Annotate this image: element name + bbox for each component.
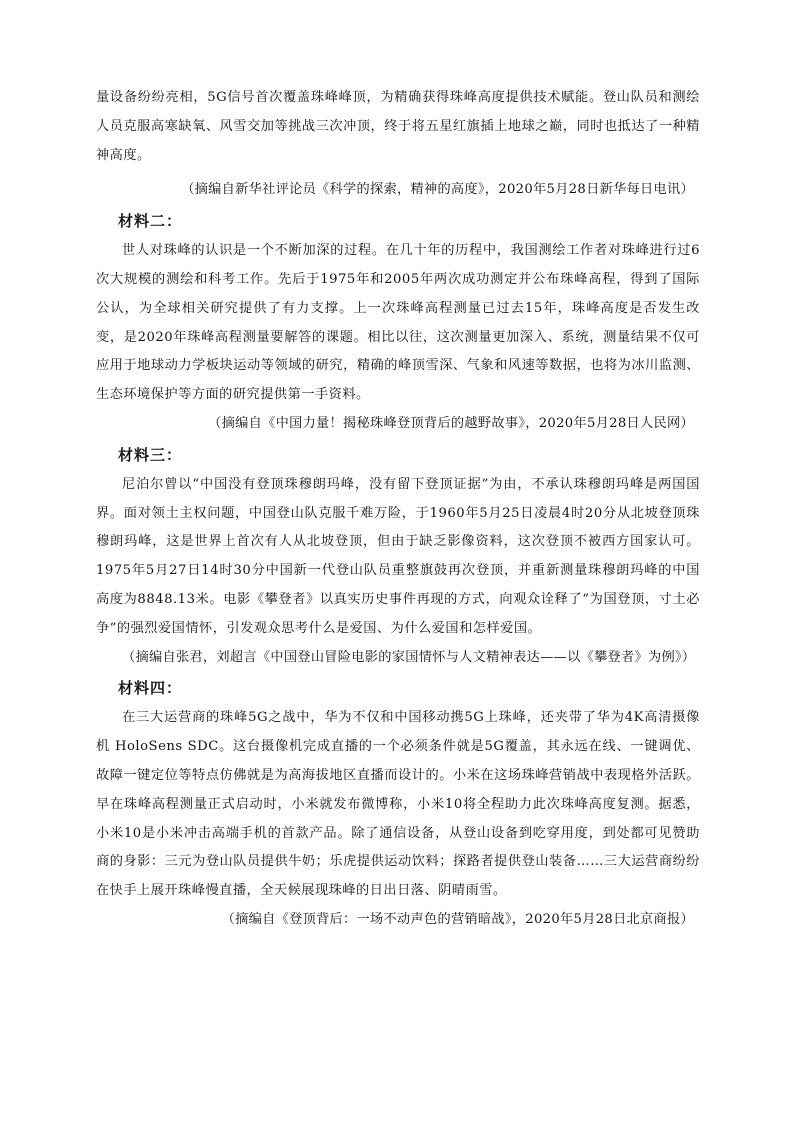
document-body <box>96 84 700 935</box>
material-two-paragraph: 世人对珠峰的认识是一个不断加深的过程。在几十年的历程中，我国测绘工作者对珠峰进行过6次大规模的测绘和科考工作。先后于1975年和2005年两次成功测定并公布珠峰高程，得到了国际公认，为全球相关研究提供了有力支撑。上一次珠峰高程测量已过去15年，珠峰高度是否发生改变，是2020年珠峰高程测量要解答的课题。相比以往，这次测量更加深入、系统，测量结果不仅可应用于地球动力学板块运动等领域的研究，精确的峰顶雪深、气象和风速等数据，也将为冰川监测、生态环境保护等方面的研究提供第一手资料。 <box>96 243 700 403</box>
material-four-paragraph: 在三大运营商的珠峰5G之战中，华为不仅和中国移动携5G上珠峰，还夹带了华为4K高清摄像机 HoloSens SDC。这台摄像机完成直播的一个必须条件就是5G覆盖，其永远在线、一键调优、故障一键定位等特点仿佛就是为高海拔地区直播而设计的。小米在这场珠峰营销战中表现格外活跃。早在珠峰高程测量正式启动时，小米就发布微博称，小米10将全程助力此次珠峰高度复测。据悉，小米10是小米冲击高端手机的首款产品。除了通信设备，从登山设备到吃穿用度，到处都可见赞助商的身影：三元为登山队员提供牛奶；乐虎提供运动饮料；探路者提供登山装备……三大运营商纷纷在快手上展开珠峰慢直播，全天候展现珠峰的日出日落、阴晴雨雪。 <box>96 710 700 899</box>
material-four-heading: 材料四： <box>118 679 183 698</box>
intro-source-citation: （摘编自新华社评论员《科学的探索，精神的高度》，2020年5月28日新华每日电讯） <box>181 182 694 198</box>
material-three-heading: 材料三： <box>118 445 183 464</box>
material-four-source: （摘编自《登顶背后：一场不动声色的营销暗战》，2020年5月28日北京商报） <box>221 911 694 927</box>
intro-paragraph: 量设备纷纷亮相，5G信号首次覆盖珠峰峰顶，为精确获得珠峰高度提供技术赋能。登山队员和测绘人员克服高寒缺氧、风雪交加等挑战三次冲顶，终于将五星红旗插上地球之巅，同时也抵达了一种精神高度。 <box>96 90 700 163</box>
material-three-source: （摘编自张君，刘超言《中国登山冒险电影的家国情怀与人文精神表达——以《攀登者》为例》） <box>122 649 696 665</box>
material-two-heading: 材料二： <box>118 212 183 231</box>
material-three-paragraph: 尼泊尔曾以“中国没有登顶珠穆朗玛峰，没有留下登顶证据”为由，不承认珠穆朗玛峰是两国国界。面对领土主权问题，中国登山队克服千难万险，于1960年5月25日凌晨4时20分从北坡登顶珠穆朗玛峰，这是世界上首次有人从北坡登顶，但由于缺乏影像资料，这次登顶不被西方国家认可。1975年5月27日14时30分中国新一代登山队员重整旗鼓再次登顶，并重新测量珠穆朗玛峰的中国高度为8848.13米。电影《攀登者》以真实历史事件再现的方式，向观众诠释了“为国登顶，寸土必争”的强烈爱国情怀，引发观众思考什么是爱国、为什么爱国和怎样爱国。 <box>96 476 700 636</box>
material-two-source: （摘编自《中国力量！揭秘珠峰登顶背后的越野故事》，2020年5月28日人民网） <box>208 415 694 431</box>
